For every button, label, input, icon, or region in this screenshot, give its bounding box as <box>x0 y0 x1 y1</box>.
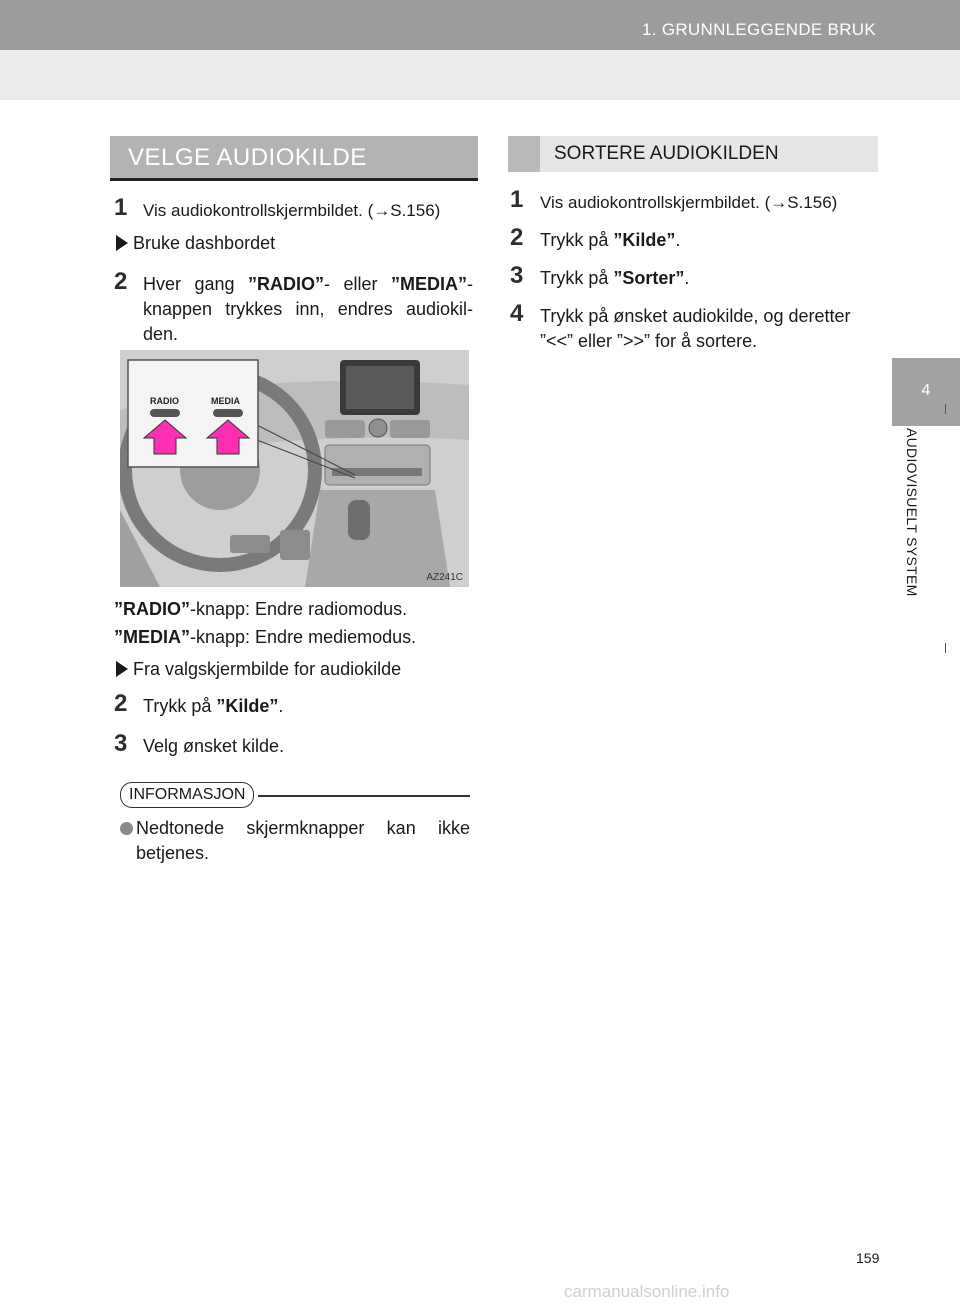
header-bar <box>0 0 960 50</box>
crop-mark <box>945 404 946 414</box>
step-number: 1 <box>510 186 524 213</box>
page-number: 159 <box>856 1250 880 1266</box>
section-tab-number: 4 <box>921 382 931 399</box>
step-number: 2 <box>114 690 128 717</box>
step-text: Hver gang ”RADIO”- eller ”MEDIA”-knappen trykkes inn, endres audiokil-den. <box>143 274 473 344</box>
step-text: Velg ønsket kilde. <box>143 736 285 756</box>
bullet-icon <box>120 822 133 835</box>
header-subbar <box>0 50 960 100</box>
media-button-label: MEDIA <box>211 396 240 406</box>
dashboard-illustration <box>120 350 469 587</box>
chapter-title: 1. GRUNNLEGGENDE BRUK <box>642 20 876 39</box>
radio-description: ”RADIO”-knapp: Endre radiomodus. <box>114 599 408 619</box>
subheading: Fra valgskjermbilde for audiokilde <box>133 659 402 679</box>
triangle-bullet-icon <box>116 661 128 677</box>
section-tab <box>892 358 960 426</box>
step-number: 2 <box>510 224 524 251</box>
info-rule <box>258 795 470 797</box>
step-text: Vis audiokontrollskjermbildet. (→S.156) <box>540 193 838 212</box>
step-number: 4 <box>510 300 524 327</box>
crop-mark <box>945 643 946 653</box>
figure-code: AZ241C <box>426 572 463 583</box>
step-number: 3 <box>114 730 128 757</box>
step-text: Vis audiokontrollskjermbildet. (→S.156) <box>143 201 441 220</box>
triangle-bullet-icon <box>116 235 128 251</box>
dashboard-drawing <box>120 350 469 587</box>
heading-text: SORTERE AUDIOKILDEN <box>554 143 779 164</box>
section-heading-left <box>110 136 478 181</box>
section-side-label: AUDIOVISUELT SYSTEM <box>904 428 920 597</box>
watermark: carmanualsonline.info <box>564 1282 730 1301</box>
step-text: Trykk på ”Kilde”. <box>143 696 284 716</box>
step-number: 2 <box>114 268 128 295</box>
step-text: Trykk på ønsket audiokilde, og deretter ”<<” eller ”>>” for å sortere. <box>540 306 851 351</box>
heading-marker <box>508 136 540 172</box>
step-text: Trykk på ”Sorter”. <box>540 268 690 288</box>
info-text: Nedtonede skjermknapper kan ikke betjenes. <box>136 818 470 863</box>
media-description: ”MEDIA”-knapp: Endre mediemodus. <box>114 627 417 647</box>
section-heading-right <box>508 136 878 172</box>
info-badge: INFORMASJON <box>120 782 254 808</box>
subheading: Bruke dashbordet <box>133 233 276 253</box>
step-number: 3 <box>510 262 524 289</box>
step-number: 1 <box>114 194 128 221</box>
radio-button-label: RADIO <box>150 396 179 406</box>
step-text: Trykk på ”Kilde”. <box>540 230 681 250</box>
heading-text: VELGE AUDIOKILDE <box>128 144 367 171</box>
